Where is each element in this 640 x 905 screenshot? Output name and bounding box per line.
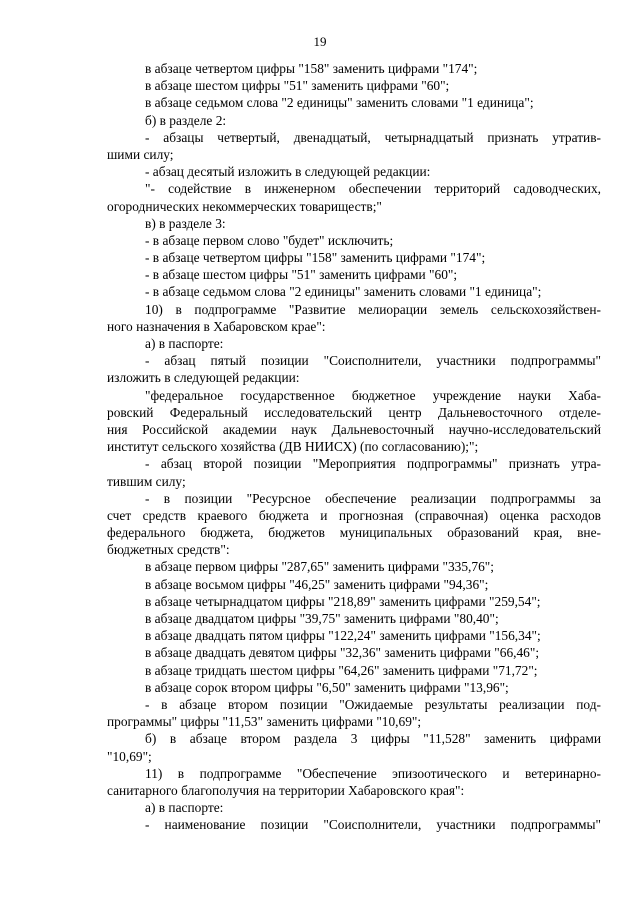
text-line: - в абзаце шестом цифры "51" заменить цифрами "60";: [145, 267, 458, 283]
text-line: институт сельского хозяйства (ДВ НИИСХ) (по согласованию);";: [107, 439, 479, 455]
text-line: в абзаце двадцать девятом цифры "32,36" заменить цифрами "66,46";: [145, 645, 540, 661]
text-line: - в позиции "Ресурсное обеспечение реализации подпрограммы за: [145, 490, 601, 506]
text-line: огороднических некоммерческих товариществ;": [107, 198, 382, 214]
text-line: в абзаце двадцатом цифры "39,75" заменить цифрами "80,40";: [145, 611, 499, 626]
text-line: тившим силу;: [107, 473, 186, 489]
text-line: в абзаце сорок втором цифры "6,50" заменить цифрами "13,96";: [145, 679, 509, 695]
text-line: - абзац пятый позиции "Соисполнители, участники подпрограммы": [145, 353, 601, 369]
text-line: - наименование позиции "Соисполнители, участники подпрограммы": [145, 817, 601, 833]
text-line: "- содействие в инженерном обеспечении территорий садоводческих,: [145, 181, 601, 197]
text-line: - в абзаце первом слово "будет" исключить;: [145, 232, 394, 248]
document-body: [107, 60, 601, 833]
text-line: "10,69";: [107, 748, 152, 764]
text-line: 10) в подпрограмме "Развитие мелиорации земель сельскохозяйствен-: [145, 301, 601, 317]
text-line: в) в разделе 3:: [145, 215, 226, 231]
text-line: а) в паспорте:: [145, 800, 224, 816]
text-line: б) в абзаце втором раздела 3 цифры "11,528" заменить цифрами: [145, 731, 601, 747]
text-line: - в абзаце седьмом слова "2 единицы" заменить словами "1 единица";: [145, 284, 542, 300]
text-line: ния Российской академии наук Дальневосточный научно-исследовательский: [107, 421, 601, 437]
text-line: шими силу;: [107, 146, 174, 162]
text-line: в абзаце седьмом слова "2 единицы" заменить словами "1 единица";: [145, 95, 534, 111]
text-line: федерального бюджета, бюджетов муниципальных образований края, вне-: [107, 525, 601, 541]
text-line: в абзаце первом цифры "287,65" заменить цифрами "335,76";: [145, 559, 494, 575]
text-line: а) в паспорте:: [145, 336, 224, 351]
text-line: - абзацы четвертый, двенадцатый, четырнадцатый признать утратив-: [145, 129, 601, 145]
text-line: изложить в следующей редакции:: [107, 370, 300, 386]
text-line: в абзаце двадцать пятом цифры "122,24" заменить цифрами "156,34";: [145, 628, 541, 644]
text-line: санитарного благополучия на территории Хабаровского края":: [107, 782, 465, 798]
text-line: 11) в подпрограмме "Обеспечение эпизоотического и ветеринарно-: [145, 765, 601, 781]
text-line: б) в разделе 2:: [145, 112, 227, 128]
text-line: - абзац второй позиции "Мероприятия подпрограммы" признать утра-: [145, 456, 601, 472]
text-line: ного назначения в Хабаровском крае":: [107, 318, 326, 334]
text-line: счет средств краевого бюджета и прогнозная (справочная) оценка расходов: [107, 507, 601, 523]
text-line: в абзаце шестом цифры "51" заменить цифрами "60";: [145, 78, 450, 94]
text-line: в абзаце восьмом цифры "46,25" заменить цифрами "94,36";: [145, 576, 489, 592]
text-line: в абзаце четырнадцатом цифры "218,89" заменить цифрами "259,54";: [145, 593, 541, 609]
text-line: ровский Федеральный исследовательский центр Дальневосточного отделе-: [107, 404, 601, 420]
text-line: - абзац десятый изложить в следующей редакции:: [145, 164, 431, 180]
text-line: "федеральное государственное бюджетное учреждение науки Хаба-: [145, 387, 601, 403]
page-number: 19: [313, 34, 327, 49]
text-line: бюджетных средств":: [107, 542, 230, 558]
text-line: в абзаце тридцать шестом цифры "64,26" заменить цифрами "71,72";: [145, 662, 538, 678]
text-line: программы" цифры "11,53" заменить цифрами "10,69";: [107, 714, 422, 730]
text-line: в абзаце четвертом цифры "158" заменить цифрами "174";: [145, 61, 478, 76]
text-line: - в абзаце четвертом цифры "158" заменить цифрами "174";: [145, 250, 486, 266]
text-line: - в абзаце втором позиции "Ожидаемые результаты реализации под-: [145, 696, 601, 712]
